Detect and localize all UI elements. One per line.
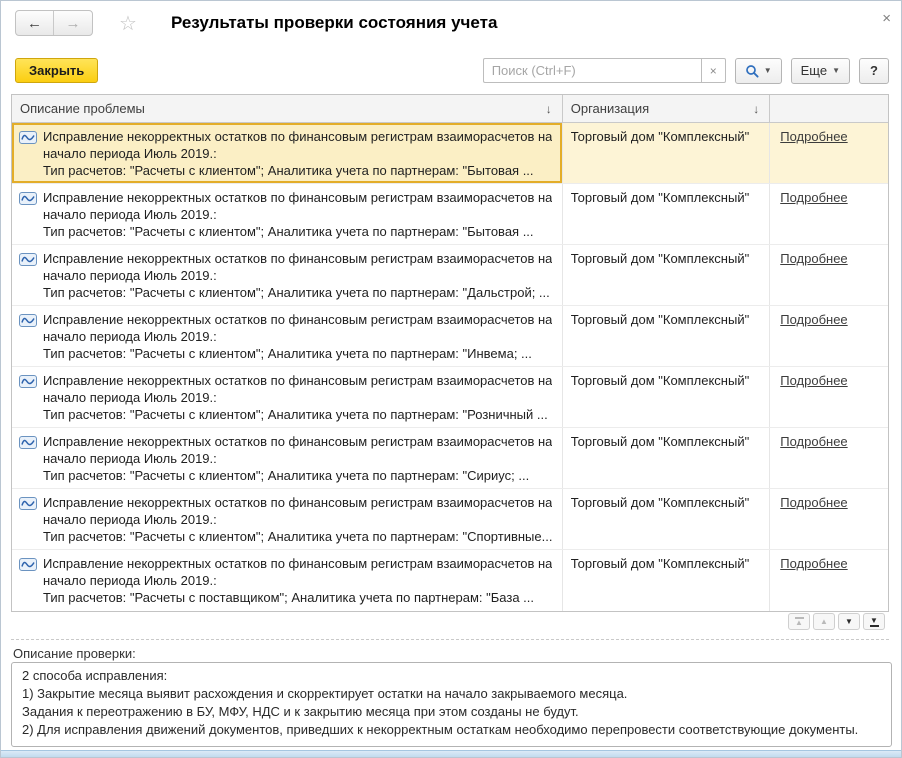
clear-search-button[interactable] [701,58,726,83]
table-header [12,95,888,123]
table-row[interactable] [12,550,888,611]
favorite-star-icon[interactable]: ☆ [119,12,137,35]
description-line-2: начало периода Июль 2019.: [43,573,217,588]
report-wave-icon [19,497,37,510]
details-link[interactable]: Подробнее [780,373,848,388]
description-line: 2) Для исправления движений документов, приведших к некорректным остаткам необходимо перепровести соответствующие документы. [22,722,859,737]
more-button-label: Еще [800,63,828,78]
details-link[interactable]: Подробнее [780,129,848,144]
details-link[interactable]: Подробнее [780,251,848,266]
description-line-3: Тип расчетов: "Расчеты с клиентом"; Аналитика учета по партнерам: "Спортивные... [43,529,553,544]
problem-description-cell[interactable] [12,123,563,183]
sort-descending-icon: ↓ [545,101,552,116]
column-header-details [770,95,888,122]
scroll-down-button[interactable]: ▼ [838,613,860,630]
report-wave-icon [19,375,37,388]
scroll-top-button[interactable]: ▲ [788,613,810,630]
report-wave-icon [19,314,37,327]
clear-icon: × [709,63,717,78]
description-line-2: начало периода Июль 2019.: [43,512,217,527]
organization-name: Торговый дом "Комплексный" [570,556,750,571]
search-menu-button[interactable] [735,58,782,84]
description-line-3: Тип расчетов: "Расчеты с клиентом"; Аналитика учета по партнерам: "Бытовая ... [43,224,534,239]
sort-descending-icon: ↓ [753,101,760,116]
description-line-2: начало периода Июль 2019.: [43,268,217,283]
description-line-2: начало периода Июль 2019.: [43,207,217,222]
more-button[interactable] [791,58,850,84]
organization-name: Торговый дом "Комплексный" [570,251,750,266]
description-line-2: начало периода Июль 2019.: [43,146,217,161]
table-row[interactable] [12,123,888,184]
description-line-1: Исправление некорректных остатков по финансовым регистрам взаиморасчетов на [43,251,553,266]
scroll-up-button[interactable]: ▲ [813,613,835,630]
report-wave-icon [19,192,37,205]
organization-cell [563,306,771,366]
problem-description-cell[interactable] [12,550,563,611]
organization-cell [563,123,771,183]
description-line: 2 способа исправления: [22,668,168,683]
search-input[interactable] [483,58,701,83]
description-line-2: начало периода Июль 2019.: [43,329,217,344]
organization-name: Торговый дом "Комплексный" [570,129,750,144]
description-line: Задания к переотражению в БУ, МФУ, НДС и к закрытию месяца при этом созданы не будут. [22,704,579,719]
details-cell [770,184,888,244]
details-link[interactable]: Подробнее [780,556,848,571]
command-bar [15,57,889,84]
details-cell [770,428,888,488]
table-scroll-buttons [788,613,885,630]
check-description-label: Описание проверки: [13,646,136,661]
details-cell [770,489,888,549]
forward-arrow-icon: → [65,14,81,32]
description-line-3: Тип расчетов: "Расчеты с клиентом"; Аналитика учета по партнерам: "Розничный ... [43,407,548,422]
problems-table [11,94,889,612]
problem-description-cell[interactable] [12,306,563,366]
organization-cell [563,245,771,305]
check-description-text [11,662,892,747]
problem-description-cell[interactable] [12,489,563,549]
description-line-3: Тип расчетов: "Расчеты с поставщиком"; Аналитика учета по партнерам: "База ... [43,590,535,605]
chevron-down-icon: ▼ [763,66,772,75]
description-line: 1) Закрытие месяца выявит расхождения и скорректирует остатки на начало закрываемого месяца. [22,686,628,701]
search-icon [745,64,759,78]
description-line-1: Исправление некорректных остатков по финансовым регистрам взаиморасчетов на [43,495,553,510]
help-button[interactable] [859,58,889,84]
separator-line [11,639,889,640]
description-line-1: Исправление некорректных остатков по финансовым регистрам взаиморасчетов на [43,312,553,327]
forward-button[interactable] [54,11,92,35]
report-wave-icon [19,131,37,144]
organization-cell [563,428,771,488]
organization-cell [563,367,771,427]
details-cell [770,245,888,305]
close-form-button[interactable]: Закрыть [15,58,98,83]
column-header-problem-description[interactable] [12,95,563,122]
description-line-1: Исправление некорректных остатков по финансовым регистрам взаиморасчетов на [43,556,553,571]
problem-description-cell[interactable] [12,245,563,305]
details-cell [770,367,888,427]
table-row[interactable] [12,367,888,428]
description-line-1: Исправление некорректных остатков по финансовым регистрам взаиморасчетов на [43,373,553,388]
description-line-3: Тип расчетов: "Расчеты с клиентом"; Аналитика учета по партнерам: "Сириус; ... [43,468,530,483]
table-row[interactable] [12,428,888,489]
scroll-bottom-button[interactable]: ▼ [863,613,885,630]
table-row[interactable] [12,489,888,550]
back-arrow-icon: ← [27,14,42,32]
details-link[interactable]: Подробнее [780,312,848,327]
details-link[interactable]: Подробнее [780,190,848,205]
report-wave-icon [19,436,37,449]
organization-cell [563,489,771,549]
table-row[interactable] [12,306,888,367]
description-line-3: Тип расчетов: "Расчеты с клиентом"; Аналитика учета по партнерам: "Бытовая ... [43,163,534,178]
chevron-down-icon: ▼ [832,66,840,75]
organization-name: Торговый дом "Комплексный" [570,495,750,510]
description-line-1: Исправление некорректных остатков по финансовым регистрам взаиморасчетов на [43,190,553,205]
problem-description-cell[interactable] [12,367,563,427]
report-wave-icon [19,558,37,571]
organization-name: Торговый дом "Комплексный" [570,373,750,388]
details-link[interactable]: Подробнее [780,434,848,449]
description-line-2: начало периода Июль 2019.: [43,451,217,466]
title-bar [15,9,871,37]
organization-cell [563,184,771,244]
organization-name: Торговый дом "Комплексный" [570,190,750,205]
help-button-label: ? [870,63,878,78]
table-body [12,123,888,611]
details-cell [770,306,888,366]
description-line-1: Исправление некорректных остатков по финансовым регистрам взаиморасчетов на [43,129,553,144]
table-row[interactable] [12,184,888,245]
organization-name: Торговый дом "Комплексный" [570,312,750,327]
problem-description-cell[interactable] [12,428,563,488]
window-bottom-edge [1,750,901,757]
details-link[interactable]: Подробнее [780,495,848,510]
description-line-1: Исправление некорректных остатков по финансовым регистрам взаиморасчетов на [43,434,553,449]
details-cell [770,550,888,611]
search-group [483,58,726,83]
close-window-icon[interactable]: × [882,10,891,27]
page-title: Результаты проверки состояния учета [170,13,498,32]
description-line-3: Тип расчетов: "Расчеты с клиентом"; Аналитика учета по партнерам: "Дальстрой; ... [43,285,550,300]
organization-cell [563,550,771,611]
organization-name: Торговый дом "Комплексный" [570,434,750,449]
table-row[interactable] [12,245,888,306]
column-header-organization[interactable] [563,95,771,122]
column-label: Организация [570,101,650,116]
details-cell [770,123,888,183]
history-nav-group [15,10,93,36]
description-line-2: начало периода Июль 2019.: [43,390,217,405]
problem-description-cell[interactable] [12,184,563,244]
report-wave-icon [19,253,37,266]
back-button[interactable] [16,11,54,35]
column-label: Описание проблемы [20,101,145,116]
description-line-3: Тип расчетов: "Расчеты с клиентом"; Аналитика учета по партнерам: "Инвема; ... [43,346,532,361]
